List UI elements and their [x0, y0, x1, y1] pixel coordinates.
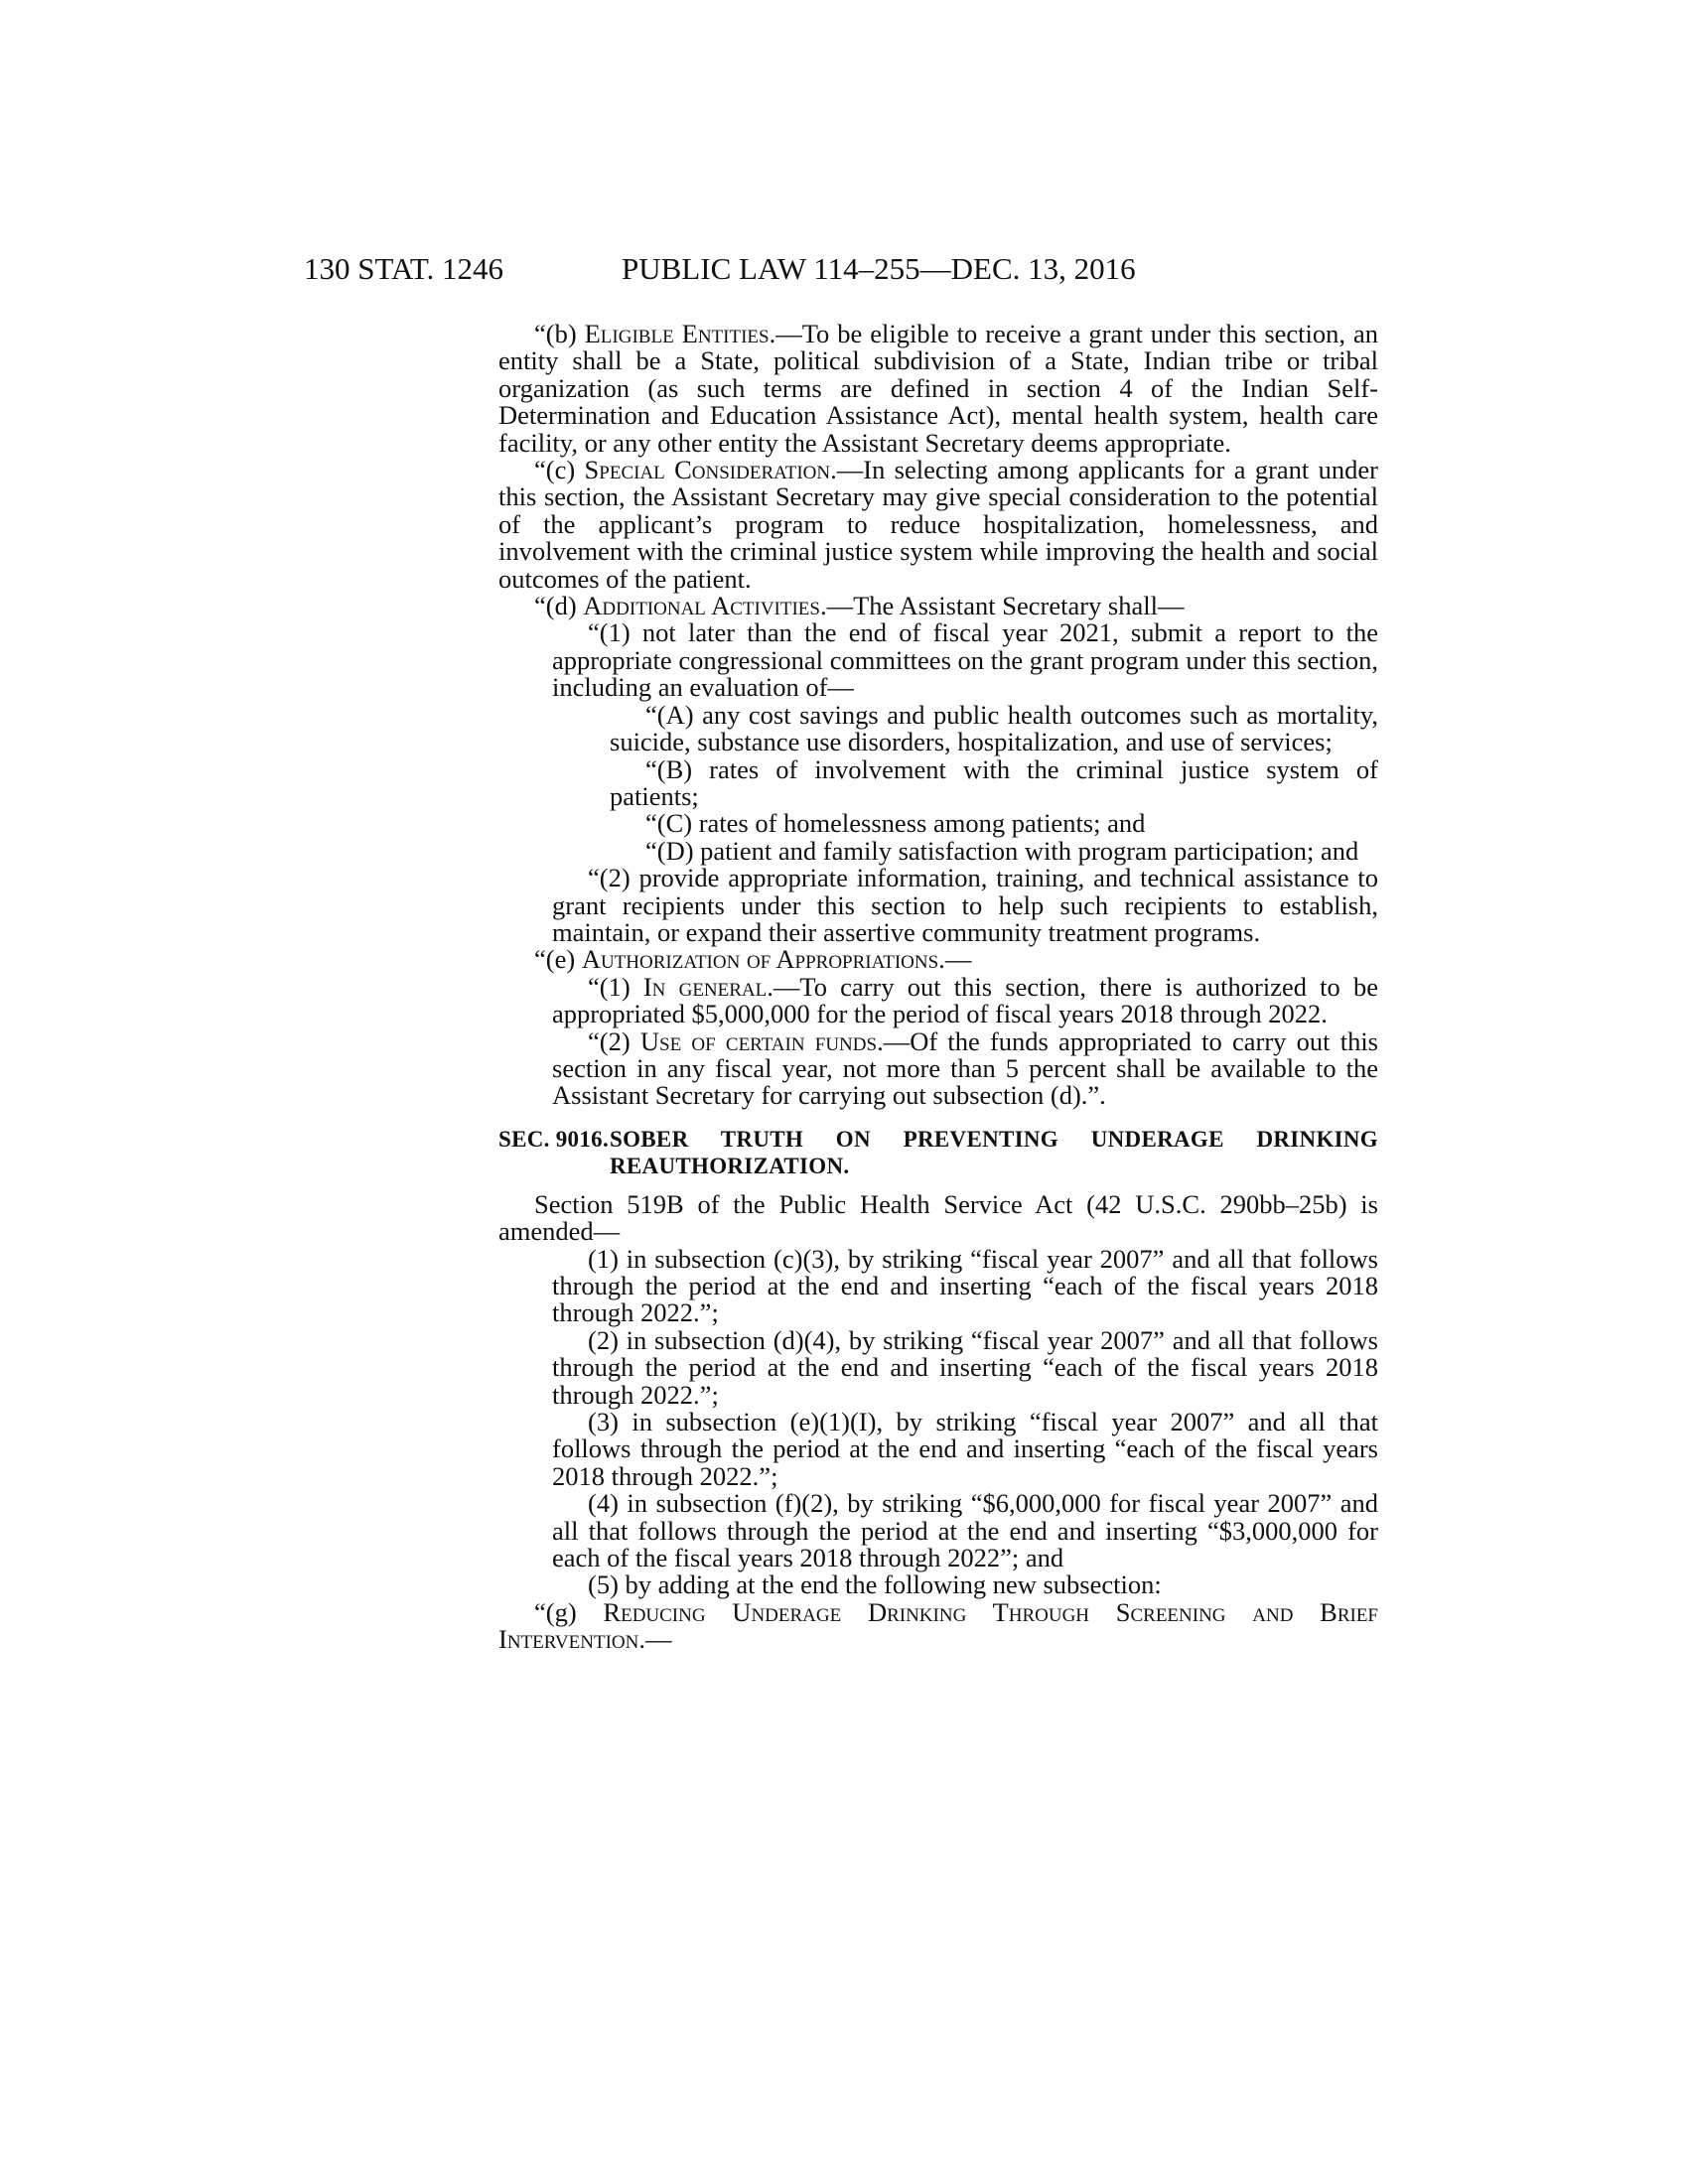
paragraph-e-1-heading: In general.	[642, 971, 774, 1002]
law-title: PUBLIC LAW 114–255—DEC. 13, 2016	[622, 251, 1136, 286]
subsection-b-heading: Eligible Entities.	[584, 319, 776, 348]
amendment-item: (4) in subsection (f)(2), by striking “$6,000,000 for fiscal year 2007” and all that follows through the period at the end and inserting “$3,000,000 for each of the fiscal years 2018 through 2022”; and	[552, 1488, 1378, 1573]
subparagraph-d-B: “(B) rates of involvement with the criminal justice system of patients;	[610, 753, 1378, 811]
subsection-g: “(g) Reducing Underage Drinking Through Screening and Brief Intervention.—	[498, 1596, 1378, 1655]
stat-citation: 130 STAT. 1246	[304, 251, 504, 286]
paragraph-d-1: “(1) not later than the end of fiscal year 2021, submit a report to the appropriate congressional committees on the grant program under this section, including an evaluation of—	[552, 617, 1378, 703]
amendment-item: (1) in subsection (c)(3), by striking “fiscal year 2007” and all that follows through the period at the end and inserting “each of the fiscal years 2018 through 2022.”;	[552, 1243, 1378, 1328]
subsection-b: “(b) Eligible Entities.—To be eligible to receive a grant under this section, an entity shall be a State, political subdivision of a State, Indian tribe or tribal organization (as such terms are defined in section 4 of the Indian Self-Determination and Education Assistance Act), mental health system, health care facility, or any other entity the Assistant Secretary deems appropriate.	[498, 319, 1378, 458]
paragraph-d-2: “(2) provide appropriate information, training, and technical assistance to grant recipients under this section to help such recipients to establish, maintain, or expand their assertive community treatment programs.	[552, 863, 1378, 947]
subparagraph-d-D: “(D) patient and family satisfaction with program participation; and	[645, 835, 1359, 866]
amendment-item: (5) by adding at the end the following new subsection:	[588, 1570, 1162, 1600]
document-body	[498, 321, 1378, 1654]
subsection-g-heading: Reducing Underage Drinking Through Screening and Brief Intervention.	[498, 1596, 1378, 1655]
subsection-c: “(c) Special Consideration.—In selecting among applicants for a grant under this section, the Assistant Secretary may give special consideration to the potential of the applicant’s program to reduce hospitalization, homelessness, and involvement with the criminal justice system while improving the health and social outcomes of the patient.	[498, 455, 1378, 594]
section-title: SOBER TRUTH ON PREVENTING UNDERAGE DRINKING REAUTHORIZATION.	[610, 1126, 1378, 1178]
subsection-e-heading: Authorization of Appropriations.	[581, 944, 945, 975]
amendment-item: (3) in subsection (e)(1)(I), by striking “fiscal year 2007” and all that follows through the period at the end and inserting “each of the fiscal years 2018 through 2022.”;	[552, 1407, 1378, 1491]
subparagraph-d-A: “(A) any cost savings and public health outcomes such as mortality, suicide, substance use disorders, hospitalization, and use of services;	[610, 699, 1378, 757]
section-9016-intro: Section 519B of the Public Health Service Act (42 U.S.C. 290bb–25b) is amended—	[498, 1188, 1378, 1247]
section-number: SEC. 9016.	[498, 1126, 609, 1152]
subsection-e: “(e) Authorization of Appropriations.—	[534, 944, 972, 975]
paragraph-e-2: “(2) Use of certain funds.—Of the funds appropriated to carry out this section in any fiscal year, not more than 5 percent shall be available to the Assistant Secretary for carrying out subsection (d).”.	[552, 1025, 1378, 1111]
section-9016-heading	[498, 1126, 1378, 1179]
subsection-d-heading: Additional Activities.	[583, 591, 827, 621]
paragraph-e-2-heading: Use of certain funds.	[639, 1025, 884, 1056]
subparagraph-d-C: “(C) rates of homelessness among patients; and	[645, 808, 1146, 839]
subsection-c-heading: Special Consideration.	[584, 455, 837, 485]
subsection-d: “(d) Additional Activities.—The Assistant Secretary shall—	[534, 591, 1185, 621]
paragraph-e-1: “(1) In general.—To carry out this section, there is authorized to be appropriated $5,000,000 for the period of fiscal years 2018 through 2022.	[552, 971, 1378, 1029]
amendment-item: (2) in subsection (d)(4), by striking “fiscal year 2007” and all that follows through the period at the end and inserting “each of the fiscal years 2018 through 2022.”;	[552, 1324, 1378, 1410]
